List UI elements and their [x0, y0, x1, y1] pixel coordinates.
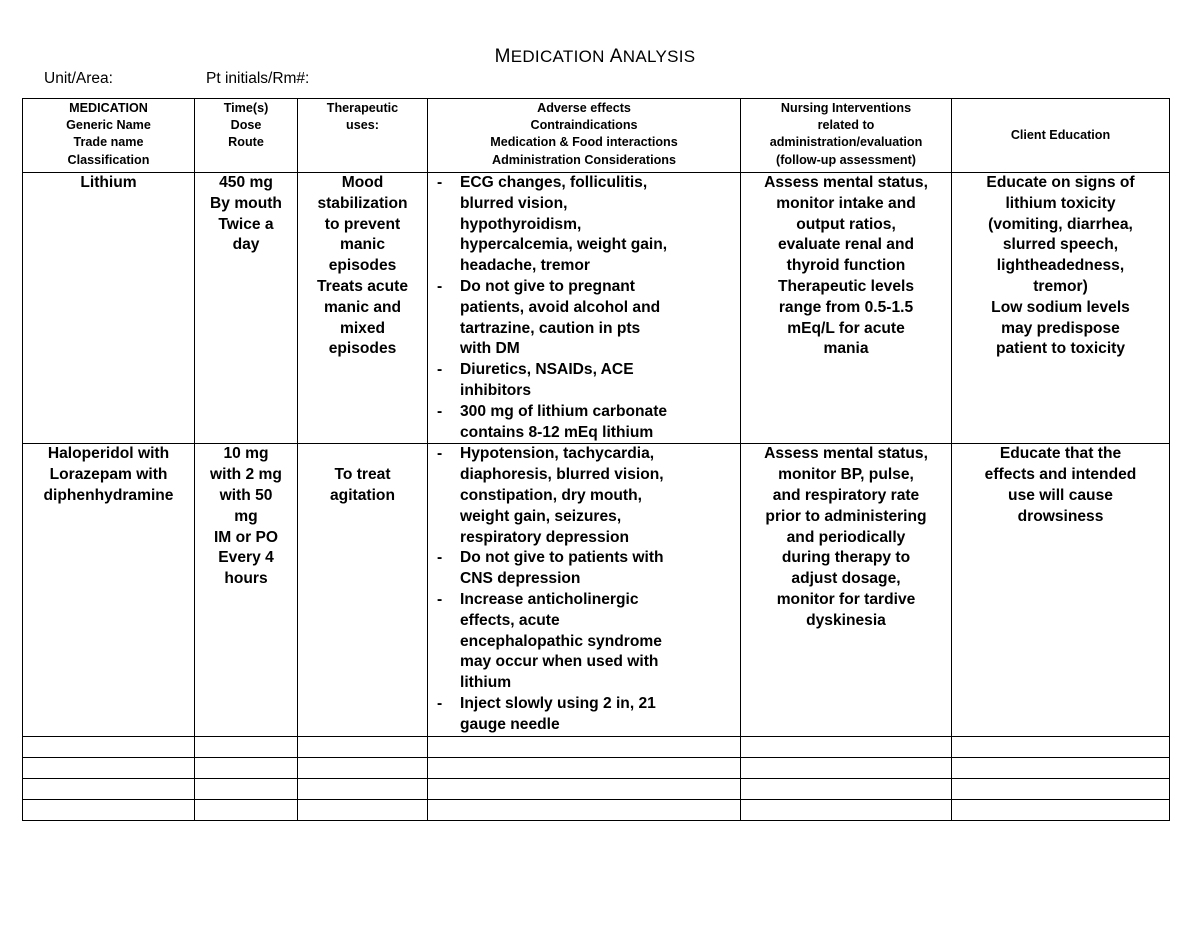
cell-line: evaluate renal and: [777, 236, 915, 254]
empty-cell[interactable]: [952, 799, 1170, 820]
table-row: [23, 173, 1170, 444]
cell-line: and periodically: [786, 528, 906, 546]
cell-line: Medication & Food interactions: [490, 135, 678, 150]
cell-line: 10 mg: [223, 445, 269, 463]
nursing-interventions-cell: [741, 173, 952, 444]
cell-line: blurred vision,: [460, 194, 568, 212]
empty-cell[interactable]: [23, 757, 195, 778]
patient-initials-room-label: Pt initials/Rm#:: [206, 70, 310, 87]
cell-line: - Diuretics, NSAIDs, ACE: [460, 361, 634, 379]
header-adverse-effects: [428, 99, 741, 173]
cell-line: By mouth: [210, 194, 282, 212]
cell-line: (vomiting, diarrhea,: [988, 215, 1133, 233]
spacer: [302, 444, 423, 465]
bullet-item: [460, 548, 736, 590]
cell-line: tremor): [1033, 277, 1088, 295]
cell-line: manic: [339, 236, 386, 254]
bullet-item: [460, 277, 736, 360]
cell-line: dyskinesia: [806, 611, 886, 629]
cell-line: to prevent: [324, 215, 401, 233]
cell-line: MEDICATION: [69, 101, 148, 115]
cell-line: Adverse effects: [537, 101, 631, 115]
cell-line: patient to toxicity: [995, 340, 1126, 358]
cell-line: prior to administering: [765, 507, 927, 525]
cell-line: range from 0.5-1.5: [778, 298, 914, 316]
empty-cell[interactable]: [298, 799, 428, 820]
cell-line: hours: [224, 570, 268, 588]
empty-cell[interactable]: [741, 778, 952, 799]
cell-line: Haloperidol with: [47, 445, 170, 463]
cell-line: monitor BP, pulse,: [778, 466, 914, 484]
table-row: [23, 444, 1170, 736]
cell-line: inhibitors: [460, 381, 532, 399]
cell-line: To treat: [334, 466, 391, 484]
cell-line: mEq/L for acute: [787, 319, 905, 337]
time-dose-route-cell: [195, 444, 298, 736]
cell-line: Dose: [230, 118, 262, 133]
cell-line: Every 4: [218, 549, 274, 567]
bullet-item: [460, 694, 736, 736]
cell-line: contains 8-12 mEq lithium: [460, 423, 654, 441]
empty-cell[interactable]: [23, 736, 195, 757]
header-medication: [23, 99, 195, 173]
bullet-item: [460, 360, 736, 402]
cell-line: respiratory depression: [460, 528, 629, 546]
document-title: MEDICATION ANALYSIS: [494, 46, 696, 67]
empty-row: [23, 778, 1170, 799]
cell-line: mixed: [339, 319, 386, 337]
empty-row: [23, 736, 1170, 757]
cell-line: use will cause: [1008, 486, 1113, 504]
empty-row: [23, 757, 1170, 778]
cell-line: gauge needle: [460, 715, 560, 733]
cell-line: Lorazepam with: [49, 466, 168, 484]
empty-cell[interactable]: [952, 757, 1170, 778]
cell-line: Therapeutic: [326, 101, 399, 115]
cell-line: may occur when used with: [460, 653, 659, 671]
cell-line: - Hypotension, tachycardia,: [460, 445, 655, 463]
cell-line: Route: [228, 135, 264, 150]
cell-line: manic and: [323, 298, 402, 316]
cell-line: Assess mental status,: [764, 174, 928, 191]
cell-line: mg: [234, 507, 258, 525]
cell-line: lightheadedness,: [996, 257, 1125, 275]
bullet-item: [460, 402, 736, 444]
empty-cell[interactable]: [195, 778, 298, 799]
header-time-dose-route: [195, 99, 298, 173]
adverse-effects-cell: [428, 444, 741, 736]
cell-line: constipation, dry mouth,: [460, 486, 642, 504]
cell-line: Low sodium levels: [991, 298, 1130, 316]
client-education-cell: [952, 173, 1170, 444]
cell-line: (follow-up assessment): [776, 152, 916, 167]
cell-line: - Increase anticholinergic: [460, 590, 639, 608]
cell-line: - Do not give to pregnant: [460, 277, 635, 295]
cell-line: Twice a: [218, 215, 274, 233]
cell-line: Lithium: [80, 174, 137, 191]
cell-line: Therapeutic levels: [777, 277, 915, 295]
cell-line: drowsiness: [1017, 507, 1104, 525]
header-therapeutic-uses: [298, 99, 428, 173]
cell-line: Classification: [67, 152, 150, 167]
cell-line: with 50: [219, 486, 273, 504]
empty-row: [23, 799, 1170, 820]
header-client-education: [952, 99, 1170, 173]
bullet-item: [460, 173, 736, 277]
cell-line: Mood: [341, 174, 384, 191]
nursing-interventions-cell: [741, 444, 952, 736]
cell-line: effects and intended: [984, 466, 1137, 484]
cell-line: Trade name: [73, 135, 144, 150]
cell-line: tartrazine, caution in pts: [460, 319, 641, 337]
cell-line: adjust dosage,: [791, 570, 901, 588]
cell-line: Treats acute: [316, 277, 408, 295]
adverse-effects-cell: [428, 173, 741, 444]
cell-line: day: [232, 236, 260, 254]
cell-line: weight gain, seizures,: [460, 507, 622, 525]
cell-line: with DM: [460, 340, 520, 358]
cell-line: Administration Considerations: [491, 152, 677, 167]
cell-line: hypothyroidism,: [460, 215, 582, 233]
empty-cell[interactable]: [298, 736, 428, 757]
cell-line: Contraindications: [530, 118, 638, 133]
medication-cell: [23, 173, 195, 444]
cell-line: episodes: [328, 257, 397, 275]
cell-line: related to: [817, 118, 875, 133]
cell-line: administration/evaluation: [769, 135, 923, 150]
medication-table: [22, 98, 1170, 821]
cell-line: diaphoresis, blurred vision,: [460, 466, 664, 484]
cell-line: output ratios,: [796, 215, 896, 233]
cell-line: monitor intake and: [776, 194, 916, 212]
cell-line: 450 mg: [219, 174, 273, 191]
cell-line: - Do not give to patients with: [460, 549, 664, 567]
therapeutic-uses-cell: [298, 444, 428, 736]
empty-cell[interactable]: [428, 778, 741, 799]
cell-line: and respiratory rate: [772, 486, 920, 504]
cell-line: slurred speech,: [1002, 236, 1119, 254]
cell-line: Time(s): [223, 101, 269, 115]
cell-line: encephalopathic syndrome: [460, 632, 662, 650]
cell-line: mania: [823, 340, 869, 358]
empty-cell[interactable]: [23, 778, 195, 799]
cell-line: Educate that the: [999, 445, 1122, 463]
empty-cell[interactable]: [428, 799, 741, 820]
empty-cell[interactable]: [23, 799, 195, 820]
empty-cell[interactable]: [298, 757, 428, 778]
empty-cell[interactable]: [428, 757, 741, 778]
cell-line: patients, avoid alcohol and: [460, 298, 661, 316]
cell-line: agitation: [330, 486, 395, 504]
cell-line: Educate on signs of: [986, 174, 1135, 191]
cell-line: Assess mental status,: [764, 445, 928, 463]
empty-cell[interactable]: [741, 757, 952, 778]
cell-line: uses:: [346, 118, 379, 133]
cell-line: Nursing Interventions: [780, 101, 912, 115]
cell-line: during therapy to: [781, 549, 911, 567]
cell-line: stabilization: [317, 194, 408, 212]
empty-cell[interactable]: [428, 736, 741, 757]
header-nursing-interventions: [741, 99, 952, 173]
empty-cell[interactable]: [195, 757, 298, 778]
time-dose-route-cell: [195, 173, 298, 444]
empty-cell[interactable]: [195, 799, 298, 820]
cell-line: Generic Name: [66, 118, 151, 133]
cell-line: thyroid function: [786, 257, 906, 275]
cell-line: with 2 mg: [210, 466, 282, 484]
bullet-item: [460, 444, 736, 548]
header-row: [23, 99, 1170, 173]
bullet-list: [432, 444, 736, 735]
cell-line: lithium: [460, 674, 512, 692]
cell-line: monitor for tardive: [776, 590, 916, 608]
cell-line: may predispose: [1001, 319, 1120, 337]
cell-line: hypercalcemia, weight gain,: [460, 236, 668, 254]
empty-cell[interactable]: [195, 736, 298, 757]
cell-line: effects, acute: [460, 611, 560, 629]
cell-line: - ECG changes, folliculitis,: [460, 174, 648, 191]
unit-area-label: Unit/Area:: [44, 70, 113, 87]
empty-cell[interactable]: [298, 778, 428, 799]
cell-line: - Inject slowly using 2 in, 21: [460, 694, 656, 712]
empty-cell[interactable]: [741, 736, 952, 757]
cell-line: diphenhydramine: [43, 486, 174, 504]
cell-line: IM or PO: [213, 528, 279, 546]
empty-cell[interactable]: [952, 778, 1170, 799]
bullet-list: [432, 173, 736, 443]
medication-cell: [23, 444, 195, 736]
therapeutic-uses-cell: [298, 173, 428, 444]
cell-line: headache, tremor: [460, 257, 590, 275]
cell-line: lithium toxicity: [1005, 194, 1116, 212]
empty-cell[interactable]: [952, 736, 1170, 757]
cell-line: - 300 mg of lithium carbonate: [460, 402, 668, 420]
bullet-item: [460, 590, 736, 694]
client-education-cell: [952, 444, 1170, 736]
cell-line: episodes: [328, 340, 397, 358]
cell-line: Client Education: [1010, 128, 1111, 143]
cell-line: CNS depression: [460, 570, 581, 588]
empty-cell[interactable]: [741, 799, 952, 820]
